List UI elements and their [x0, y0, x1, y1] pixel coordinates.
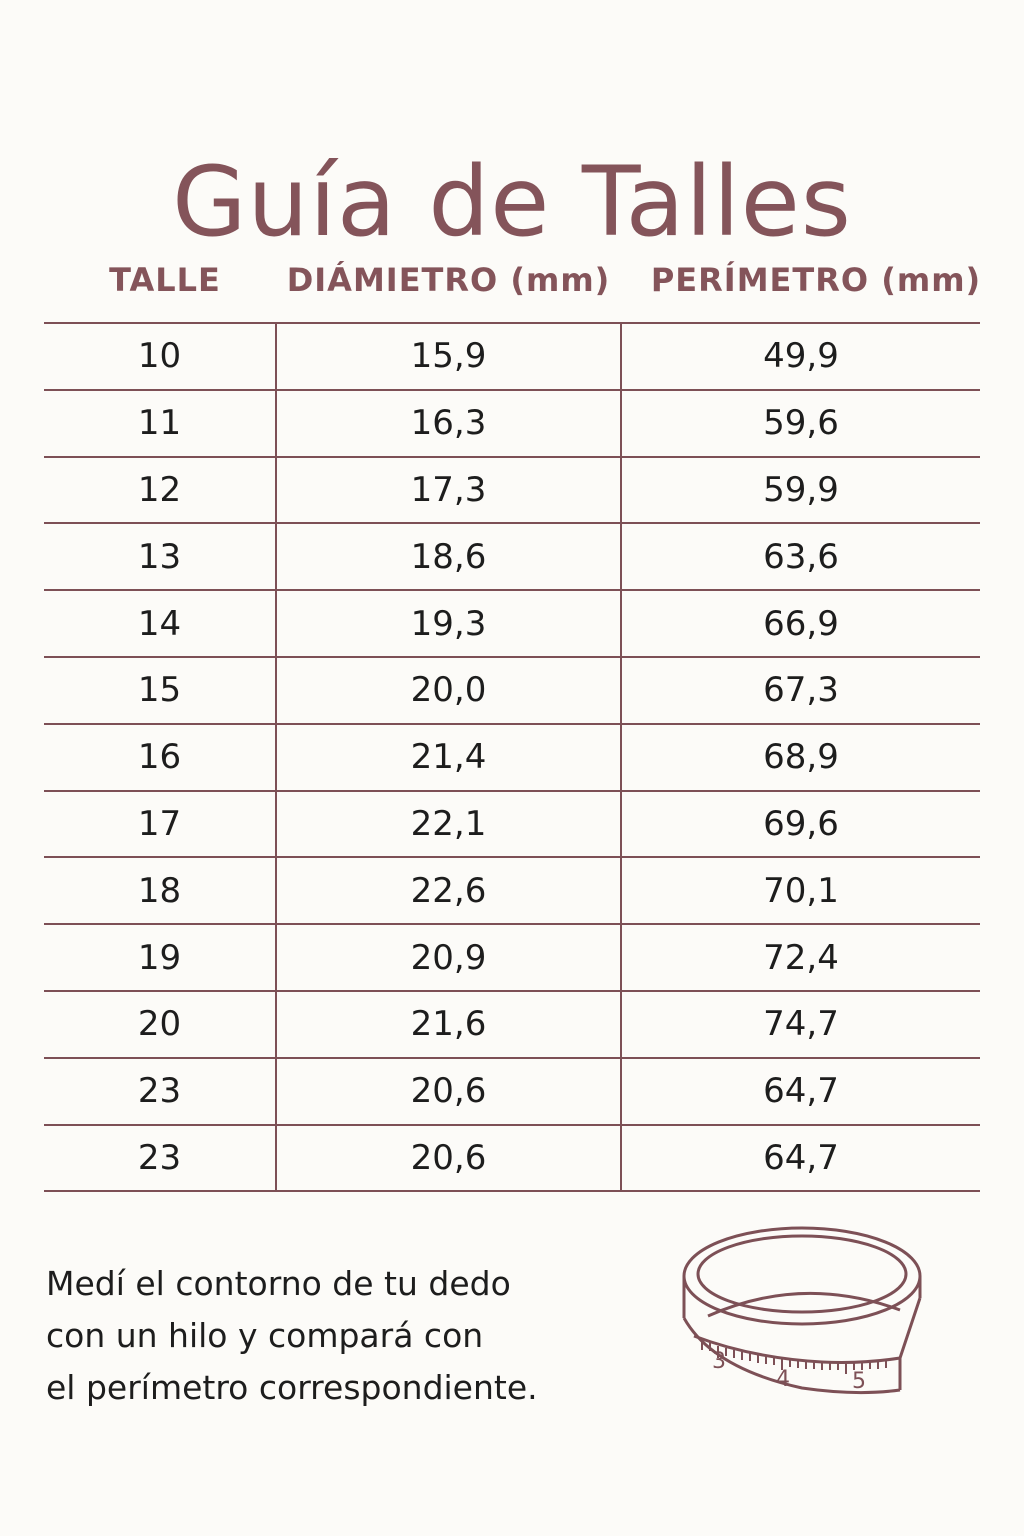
- table-row: [44, 792, 980, 859]
- column-header-talle: TALLE: [109, 261, 221, 299]
- table-row: [44, 458, 980, 525]
- cell-talle: 20: [44, 992, 277, 1057]
- table-row: [44, 591, 980, 658]
- cell-talle: 23: [44, 1126, 277, 1191]
- cell-perimetro: 59,6: [763, 403, 839, 444]
- cell-perimetro: 69,6: [763, 803, 839, 844]
- instruction-line: con un hilo y compará con: [46, 1316, 484, 1355]
- instruction-line: Medí el contorno de tu dedo: [46, 1264, 511, 1303]
- table-row: [44, 858, 980, 925]
- cell-diametro: 17,3: [277, 458, 622, 523]
- table-row: [44, 725, 980, 792]
- cell-perimetro: 66,9: [763, 603, 839, 644]
- cell-diametro: 20,9: [277, 925, 622, 990]
- cell-diametro: 22,6: [277, 858, 622, 923]
- cell-perimetro: 74,7: [763, 1004, 839, 1045]
- cell-diametro: 20,6: [277, 1059, 622, 1124]
- cell-diametro: 20,6: [277, 1126, 622, 1191]
- cell-talle: 16: [44, 725, 277, 790]
- cell-diametro: 15,9: [277, 324, 622, 389]
- cell-diametro: 16,3: [277, 391, 622, 456]
- column-header-diametro: DIÁMIETRO (mm): [286, 261, 611, 299]
- cell-perimetro: 70,1: [763, 870, 839, 911]
- measuring-instructions: [46, 1258, 646, 1414]
- table-row: [44, 992, 980, 1059]
- cell-talle: 14: [44, 591, 277, 656]
- table-row: [44, 925, 980, 992]
- cell-talle: 12: [44, 458, 277, 523]
- cell-diametro: 22,1: [277, 792, 622, 857]
- page-title: Guía de Talles: [172, 146, 852, 259]
- table-row: [44, 658, 980, 725]
- table-row: [44, 324, 980, 391]
- table-row: [44, 1059, 980, 1126]
- cell-perimetro: 59,9: [763, 469, 839, 510]
- table-row: [44, 524, 980, 591]
- cell-perimetro: 64,7: [763, 1137, 839, 1178]
- cell-talle: 11: [44, 391, 277, 456]
- cell-talle: 23: [44, 1059, 277, 1124]
- cell-diametro: 18,6: [277, 524, 622, 589]
- cell-talle: 10: [44, 324, 277, 389]
- cell-talle: 19: [44, 925, 277, 990]
- table-row: [44, 1126, 980, 1193]
- tape-number: 4: [776, 1367, 790, 1392]
- table-row: [44, 391, 980, 458]
- cell-talle: 15: [44, 658, 277, 723]
- cell-perimetro: 49,9: [763, 336, 839, 377]
- cell-diametro: 20,0: [277, 658, 622, 723]
- cell-perimetro: 67,3: [763, 670, 839, 711]
- tape-number: 5: [852, 1369, 866, 1394]
- instruction-line: el perímetro correspondiente.: [46, 1368, 538, 1407]
- cell-talle: 18: [44, 858, 277, 923]
- ring-measuring-tape-icon: [672, 1218, 932, 1408]
- cell-perimetro: 68,9: [763, 737, 839, 778]
- cell-diametro: 19,3: [277, 591, 622, 656]
- column-header-perimetro: PERÍMETRO (mm): [650, 261, 982, 299]
- size-table: [44, 322, 980, 1192]
- cell-perimetro: 63,6: [763, 536, 839, 577]
- cell-perimetro: 64,7: [763, 1071, 839, 1112]
- cell-diametro: 21,6: [277, 992, 622, 1057]
- tape-number: 3: [712, 1349, 726, 1374]
- cell-talle: 17: [44, 792, 277, 857]
- cell-diametro: 21,4: [277, 725, 622, 790]
- cell-perimetro: 72,4: [763, 937, 839, 978]
- cell-talle: 13: [44, 524, 277, 589]
